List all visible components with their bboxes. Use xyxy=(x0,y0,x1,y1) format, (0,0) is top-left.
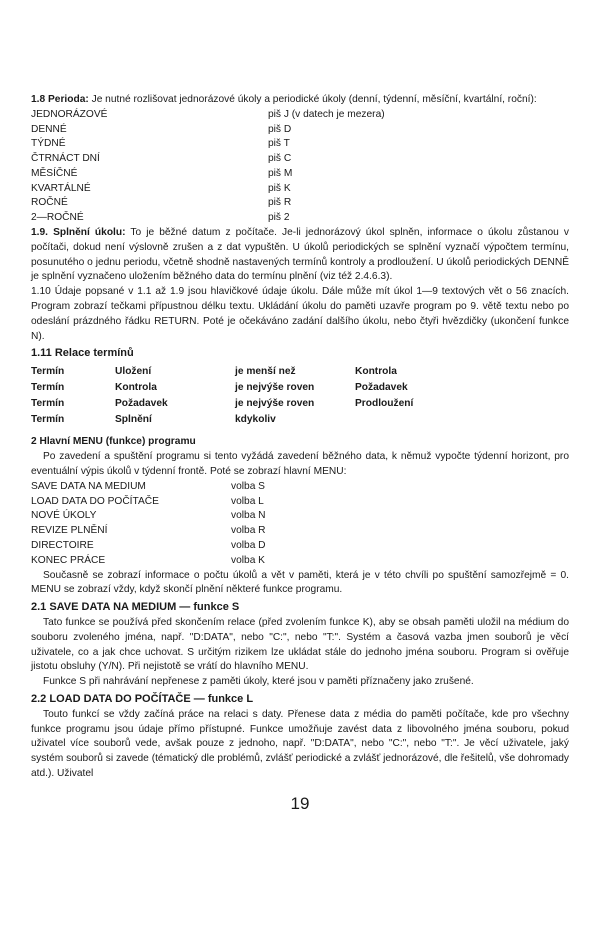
menu-item-label: SAVE DATA NA MEDIUM xyxy=(31,480,146,492)
section-2-1-paragraph: Tato funkce se používá před skončením relace (před zvolením funkce K), aby se obsah paměti uložil na médium do souboru zvoleného jména, např. "D:DATA", nebo "C:", nebo "T:". Systém a časová vazba jmen souborů je věcí uživatele, co a jak chce uchovat. S určitým rizikem lze ukládat stále do jednoho jména souboru. Program si ověřuje jistotu obsluhy (Y/N). Při nejistotě se vrátí do hlavního MENU. xyxy=(31,617,569,673)
period-label: JEDNORÁZOVÉ xyxy=(31,108,108,120)
menu-item-label: REVIZE PLNĚNÍ xyxy=(31,525,108,537)
menu-item-label: NOVÉ ÚKOLY xyxy=(31,510,97,522)
period-value: piš D xyxy=(268,123,292,135)
relation-cell: Kontrola xyxy=(115,382,157,394)
relation-cell: Požadavek xyxy=(355,382,408,394)
period-label: KVARTÁLNÉ xyxy=(31,182,91,194)
menu-item-value: volba K xyxy=(231,554,265,566)
relation-cell: Kontrola xyxy=(355,366,397,378)
menu-item-value: volba D xyxy=(231,539,266,551)
section-1-11-title: 1.11 Relace termínů xyxy=(31,347,134,360)
menu-item-label: LOAD DATA DO POČÍTAČE xyxy=(31,495,159,507)
period-label: ROČNÉ xyxy=(31,197,68,209)
relation-cell: Termín xyxy=(31,366,65,378)
section-1-9-text: To je běžné datum z počítače. Je-li jednorázový úkol splněn, informace o úkolu zůstanou v počítači, dokud není výslovně zrušen a z dat vypuštěn. U úkolů periodických se splnění vyznačí výpočtem termínu, posunutého o jednu periodu, včetně shodně nastavených termínů kontroly a prodloužení. U úkolů periodických DENNĚ je splnění vyznačeno uložením běžného data do termínu plnění (viz též 2.4.6.3). xyxy=(31,227,569,283)
relation-cell: je nejvýše roven xyxy=(235,397,315,409)
relation-cell: Termín xyxy=(31,413,65,425)
section-2-2-title: 2.2 LOAD DATA DO POČÍTAČE — funkce L xyxy=(31,692,254,705)
menu-item-label: DIRECTOIRE xyxy=(31,539,94,551)
relation-cell: je nejvýše roven xyxy=(235,382,315,394)
period-label: DENNÉ xyxy=(31,123,67,135)
period-label: MĚSÍČNÉ xyxy=(31,167,78,179)
period-value: piš M xyxy=(268,167,293,179)
period-value: piš J (v datech je mezera) xyxy=(268,108,385,120)
page-content xyxy=(31,93,569,782)
relation-cell: Splnění xyxy=(115,413,152,425)
menu-item-value: volba L xyxy=(231,495,264,507)
relation-cell xyxy=(355,412,569,428)
period-list xyxy=(31,108,569,226)
section-1-8-text: Je nutné rozlišovat jednorázové úkoly a periodické úkoly (denní, týdenní, měsíční, kvartální, roční): xyxy=(88,94,537,105)
period-value: piš R xyxy=(268,197,292,209)
section-1-8-intro xyxy=(31,93,569,108)
menu-item-value: volba S xyxy=(231,480,265,492)
relation-cell: je menší než xyxy=(235,366,296,378)
section-1-10: 1.10 Údaje popsané v 1.1 až 1.9 jsou hlavičkové údaje úkolu. Dále může mít úkol 1—9 textových vět o 56 znacích. Program zobrazí tečkami přípustnou délku textu. Ukládání úkolu do paměti uzavře program po 9. větě textu nebo po odeslání prázdného řádku RETURN. Poté je očekáváno zadání dalšího úkolu, nebo čtyři hvězdičky (ukončení funkce N). xyxy=(31,286,569,342)
relation-cell: kdykoliv xyxy=(235,413,276,425)
period-label: TÝDNÉ xyxy=(31,138,66,150)
section-2-1-paragraph: Funkce S při nahrávání nepřenese z paměti úkoly, které jsou v paměti příznačeny jako zrušené. xyxy=(43,676,474,688)
page-number: 19 xyxy=(290,794,310,813)
section-1-9-title: 1.9. Splnění úkolu: xyxy=(31,227,126,239)
relation-cell: Uložení xyxy=(115,366,152,378)
period-value: piš 2 xyxy=(268,212,290,224)
section-2-1-title: 2.1 SAVE DATA NA MEDIUM — funkce S xyxy=(31,601,240,614)
section-2-intro: Po zavedení a spuštění programu si tento vyžádá zavedení běžného data, k němuž vypočte týdenní horizont, pro eventuální výpis úkolů v týdenní frontě. Poté se zobrazí hlavní MENU: xyxy=(31,451,569,478)
relation-cell: Požadavek xyxy=(115,397,168,409)
period-value: piš C xyxy=(268,153,292,165)
relation-cell: Termín xyxy=(31,382,65,394)
menu-item-value: volba N xyxy=(231,510,266,522)
relations-table xyxy=(31,364,569,427)
relation-cell: Termín xyxy=(31,397,65,409)
section-2-after: Současně se zobrazí informace o počtu úkolů a vět v paměti, která je v této chvíli po spuštění samozřejmě = 0. MENU se zobrazí vždy, když skončí plnění některé funkce programu. xyxy=(31,569,569,596)
section-1-9 xyxy=(31,226,569,285)
period-label: 2—ROČNÉ xyxy=(31,212,84,224)
period-value: piš K xyxy=(268,182,291,194)
section-2-title: 2 Hlavní MENU (funkce) programu xyxy=(31,436,196,448)
period-label: ČTRNÁCT DNÍ xyxy=(31,153,100,165)
period-value: piš T xyxy=(268,138,290,150)
menu-item-value: volba R xyxy=(231,525,266,537)
section-2-2-paragraph: Touto funkcí se vždy začíná práce na relaci s daty. Přenese data z média do paměti počítače, kde pro všechny funkce programu jsou údaje přímo přístupné. Funkce umožňuje zavést data z libovolného jména souboru, pokud uživatel více souborů vede, avšak pouze z jednoho, např. "D:DATA", nebo "C:", nebo "T:". Je věcí uživatele, jaký systém souborů si zavede (tématický dle problémů, zvlášť periodické a zvlášť jednorázové, dle řešitelů, vše dohromady atd.). Uživatel xyxy=(31,708,569,779)
main-menu-list xyxy=(31,480,569,569)
section-1-8-title: 1.8 Perioda: xyxy=(31,94,89,105)
menu-item-label: KONEC PRÁCE xyxy=(31,554,106,566)
relation-cell: Prodloužení xyxy=(355,397,414,409)
